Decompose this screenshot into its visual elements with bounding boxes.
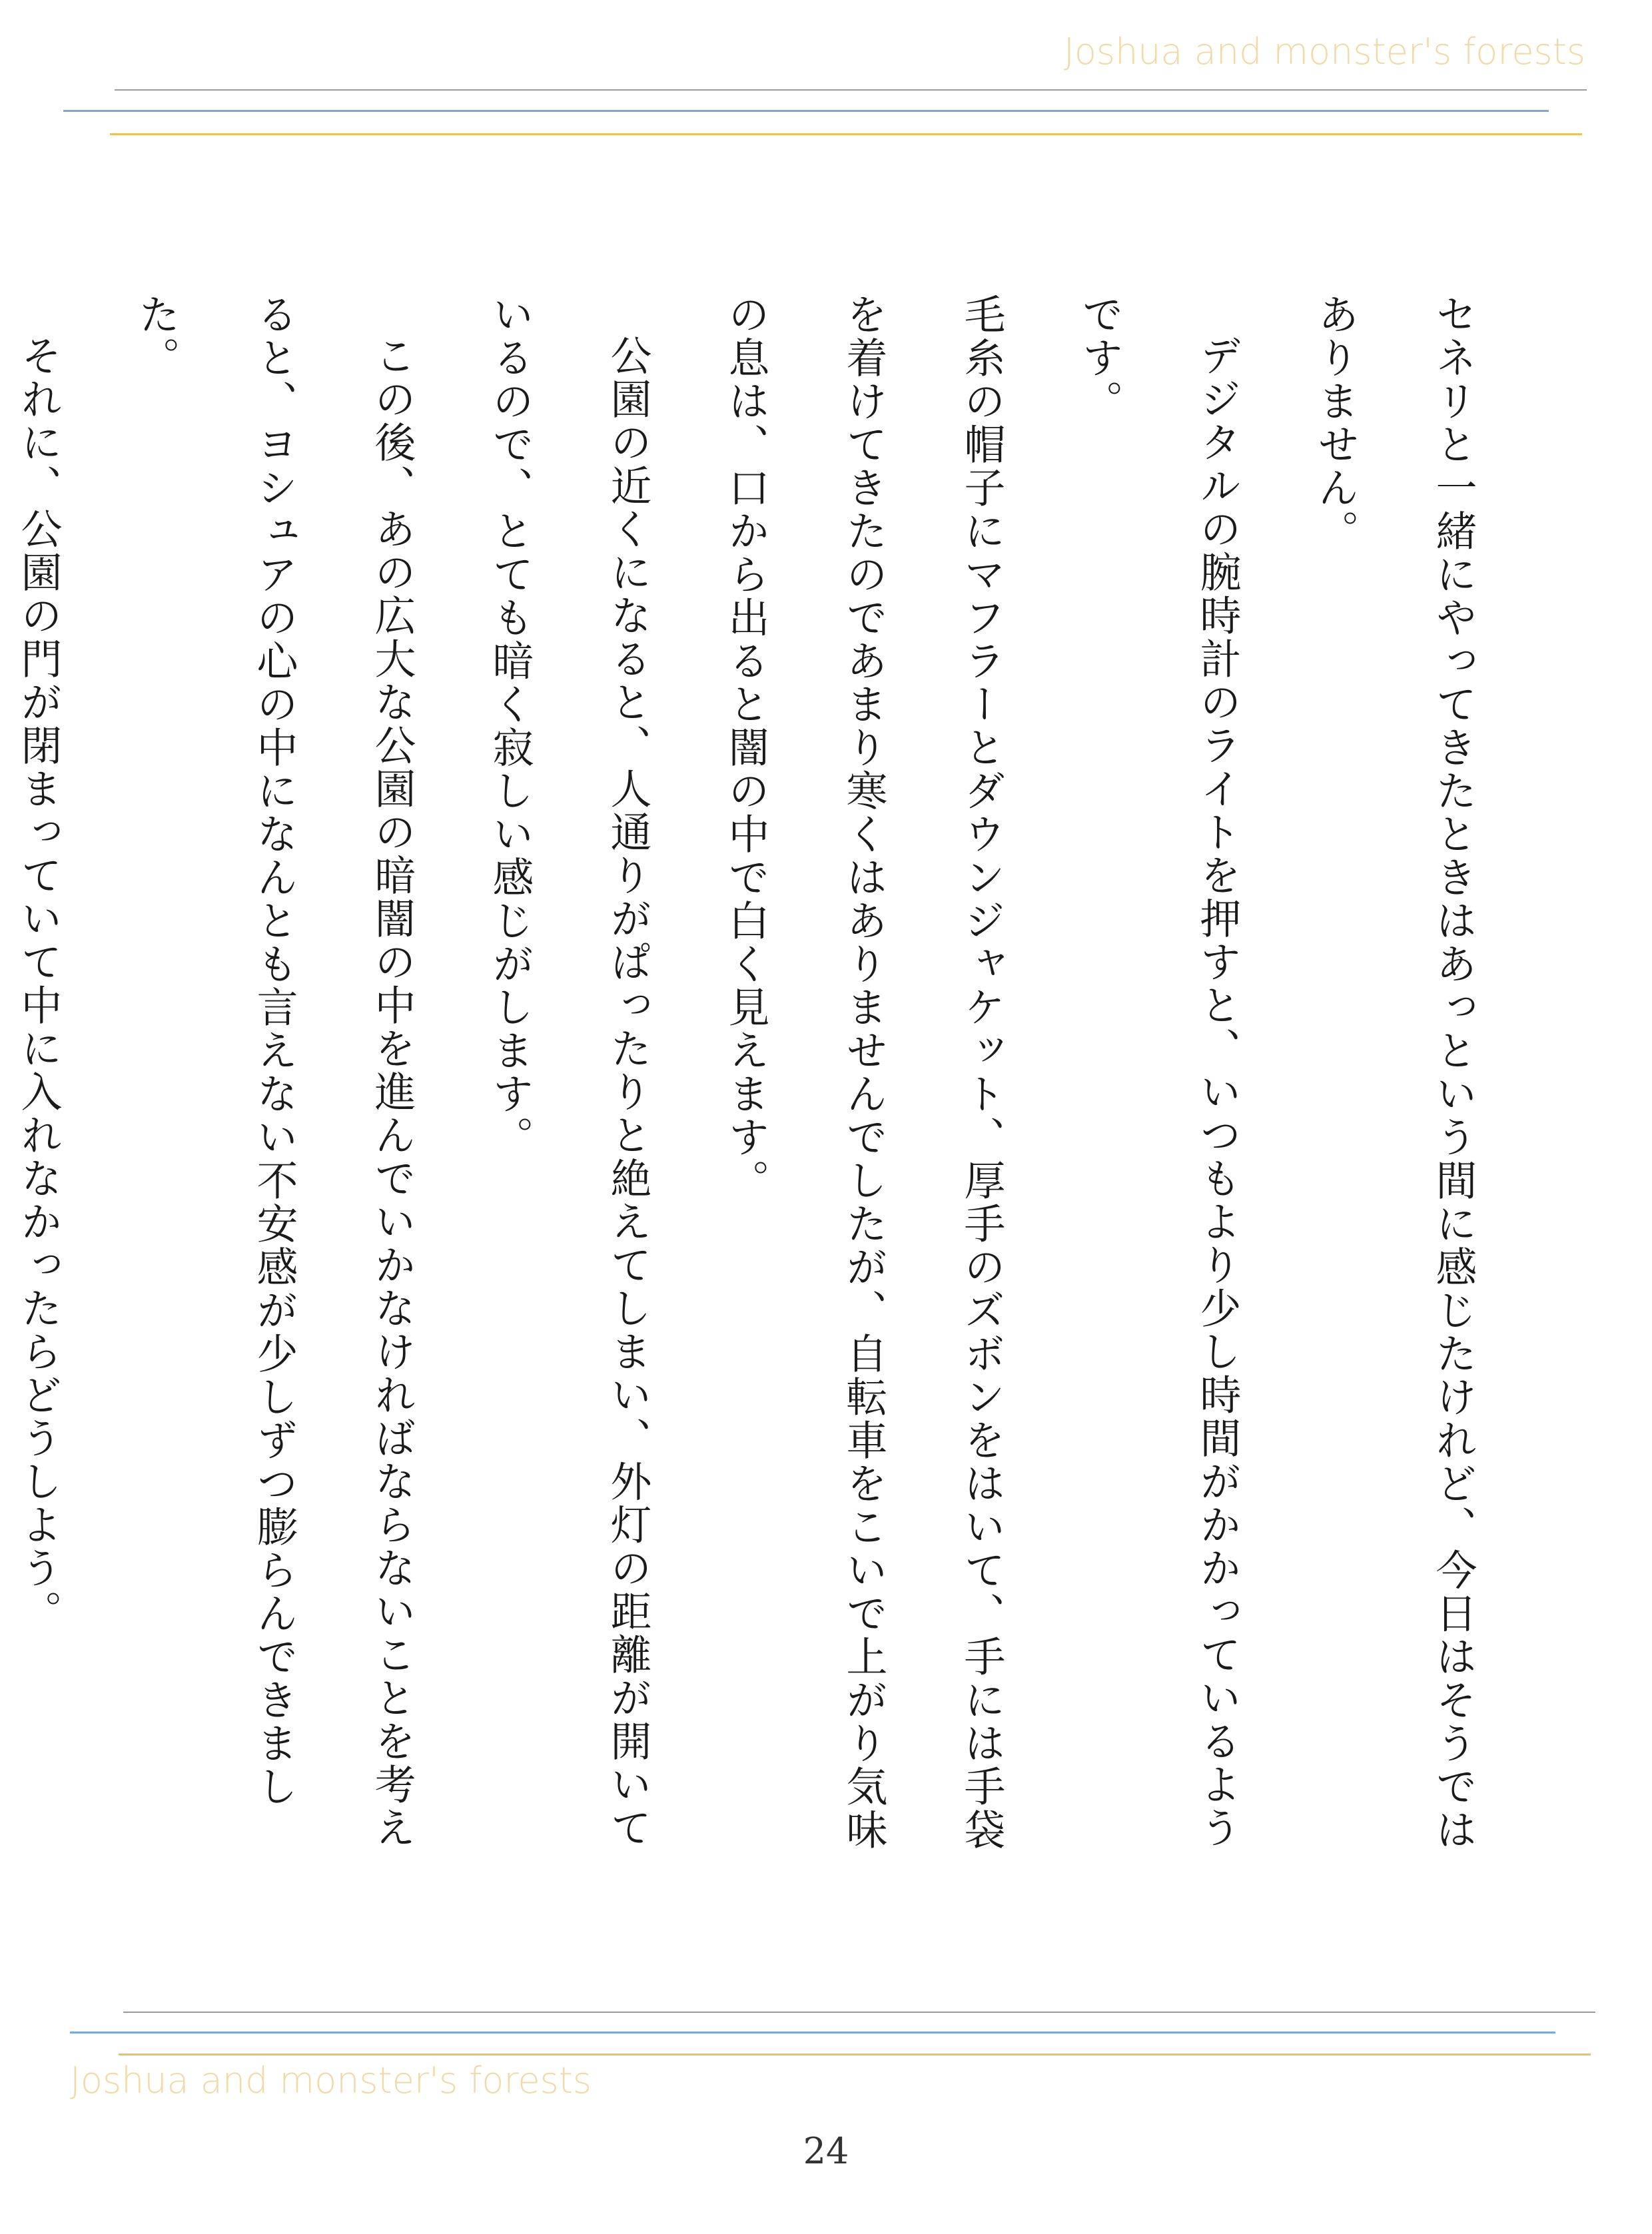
- paragraph-1: セネリと一緒にやってきたときはあっという間に感じたけれど、今日はそうではありません。: [1311, 293, 1477, 1852]
- body-text: [14, 293, 1512, 1892]
- header-rule-yellow: [110, 133, 1582, 135]
- paragraph-6: それに、公園の門が閉まっていて中に入れなかったらどうしよう。: [14, 334, 63, 1633]
- header-title: Joshua and monster's forests: [1063, 31, 1585, 73]
- paragraph-2: デジタルの腕時計のライトを押すと、いつもより少し時間がかかっているようです。: [1075, 293, 1242, 1850]
- footer-rule-blue: [70, 2032, 1555, 2034]
- paragraph-3: 毛糸の帽子にマフラーとダウンジャケット、厚手のズボンをはいて、手には手袋を着けてきたのであまり寒くはありませんでしたが、自転車をこいで上がり気味の息は、口から出ると闇の中で白く見えます。: [721, 293, 1006, 1852]
- header-rule-blue: [63, 110, 1549, 112]
- paragraph-5: この後、あの広大な公園の暗闇の中を進んでいかなければならないことを考えると、ヨシュアの心の中になんとも言えない不安感が少しずつ膨らんできました。: [132, 293, 416, 1850]
- page-number: 24: [803, 2130, 849, 2172]
- paragraph-4: 公園の近くになると、人通りがぱったりと絶えてしまい、外灯の距離が開いているので、とても暗く寂しい感じがします。: [486, 293, 652, 1850]
- footer-title: Joshua and monster's forests: [70, 2059, 592, 2101]
- footer-rule-gray: [123, 2012, 1595, 2013]
- footer-rule-yellow: [119, 2053, 1591, 2055]
- header-rule-gray: [115, 89, 1587, 91]
